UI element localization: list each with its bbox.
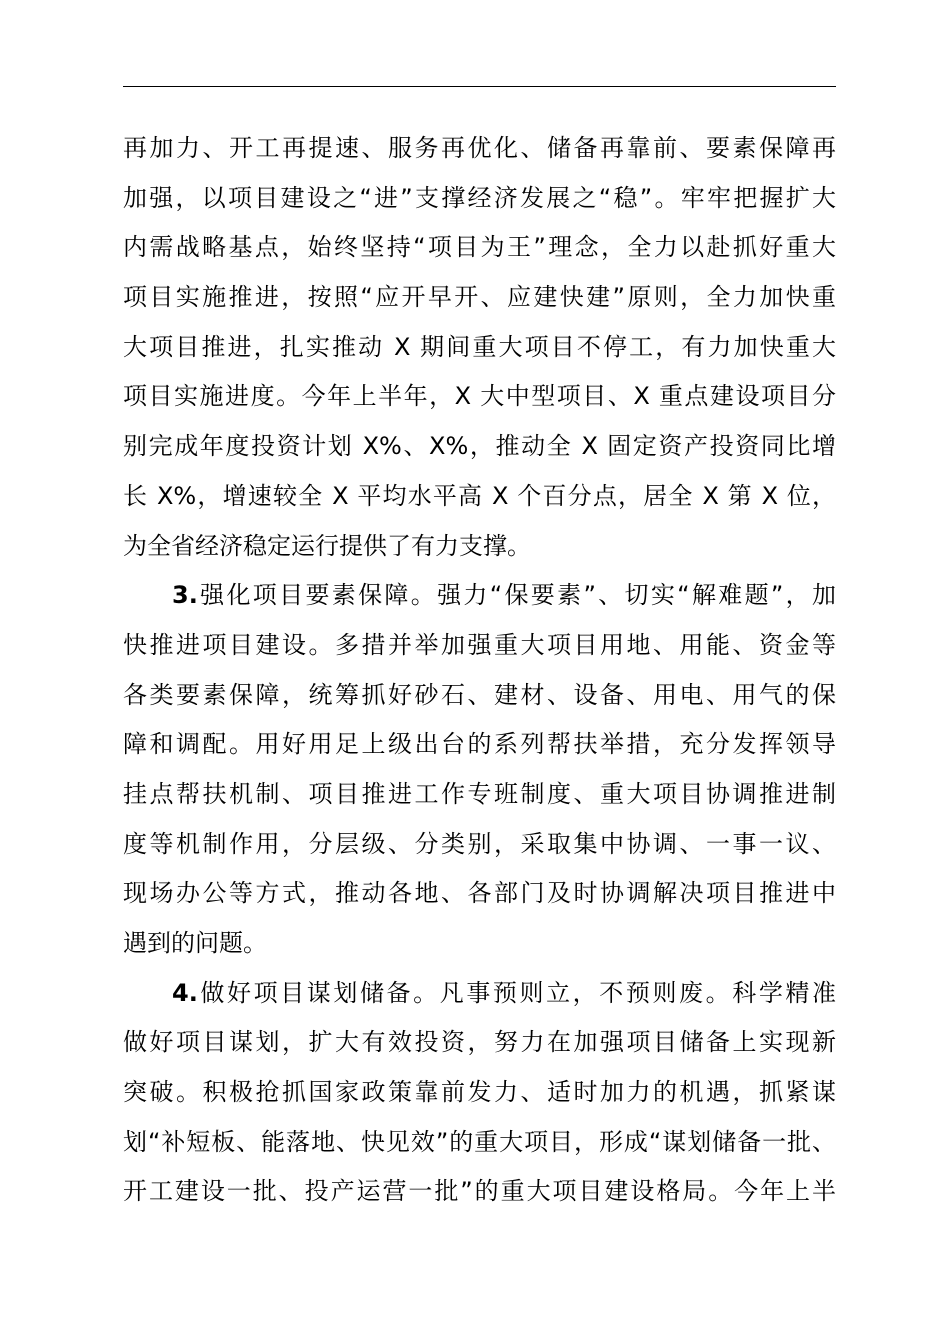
paragraph-1 — [123, 124, 836, 571]
section-number: 4. — [172, 978, 198, 1007]
text-line: 内需战略基点，始终坚持“项目为王”理念，全力以赴抓好重大 — [123, 233, 836, 262]
text-line: 项目实施进度。今年上半年，X 大中型项目、X 重点建设项目分 — [123, 382, 836, 411]
text-line: 开工建设一批、投产运营一批”的重大项目建设格局。今年上半 — [123, 1177, 836, 1206]
paragraph-2 — [123, 571, 836, 969]
text-line: 做好项目谋划，扩大有效投资，努力在加强项目储备上实现新 — [123, 1028, 836, 1057]
text-line — [123, 571, 836, 621]
text-line: 大项目推进，扎实推动 X 期间重大项目不停工，有力加快重大 — [123, 332, 836, 361]
document-body — [123, 124, 836, 1217]
text-line: 再加力、开工再提速、服务再优化、储备再靠前、要素保障再 — [123, 134, 836, 162]
text-line: 别完成年度投资计划 X%、X%，推动全 X 固定资产投资同比增 — [123, 432, 836, 461]
section-lead-text: 做好项目谋划储备。凡事预则立，不预则废。科学精准 — [197, 978, 836, 1007]
header-rule — [123, 86, 836, 87]
text-line: 突破。积极抢抓国家政策靠前发力、适时加力的机遇，抓紧谋 — [123, 1078, 836, 1107]
section-lead-text: 强化项目要素保障。强力“保要素”、切实“解难题”，加 — [197, 581, 836, 610]
text-line: 遇到的问题。 — [123, 929, 267, 957]
text-line: 现场办公等方式，推动各地、各部门及时协调解决项目推进中 — [123, 879, 836, 908]
text-line: 障和调配。用好用足上级出台的系列帮扶举措，充分发挥领导 — [123, 730, 836, 759]
text-line: 划“补短板、能落地、快见效”的重大项目，形成“谋划储备一批、 — [123, 1127, 836, 1156]
text-line: 快推进项目建设。多措并举加强重大项目用地、用能、资金等 — [123, 630, 836, 659]
text-line: 各类要素保障，统筹抓好砂石、建材、设备、用电、用气的保 — [123, 680, 836, 709]
text-line: 加强，以项目建设之“进”支撑经济发展之“稳”。牢牢把握扩大 — [123, 183, 836, 212]
text-line: 为全省经济稳定运行提供了有力支撑。 — [123, 531, 531, 560]
text-line: 度等机制作用，分层级、分类别，采取集中协调、一事一议、 — [123, 829, 836, 858]
section-number: 3. — [172, 581, 198, 610]
paragraph-3 — [123, 969, 836, 1217]
text-line: 项目实施推进，按照“应开早开、应建快建”原则，全力加快重 — [123, 283, 836, 312]
text-line: 挂点帮扶机制、项目推进工作专班制度、重大项目协调推进制 — [123, 779, 836, 808]
text-line: 长 X%，增速较全 X 平均水平高 X 个百分点，居全 X 第 X 位， — [123, 481, 836, 510]
text-line — [123, 969, 836, 1019]
